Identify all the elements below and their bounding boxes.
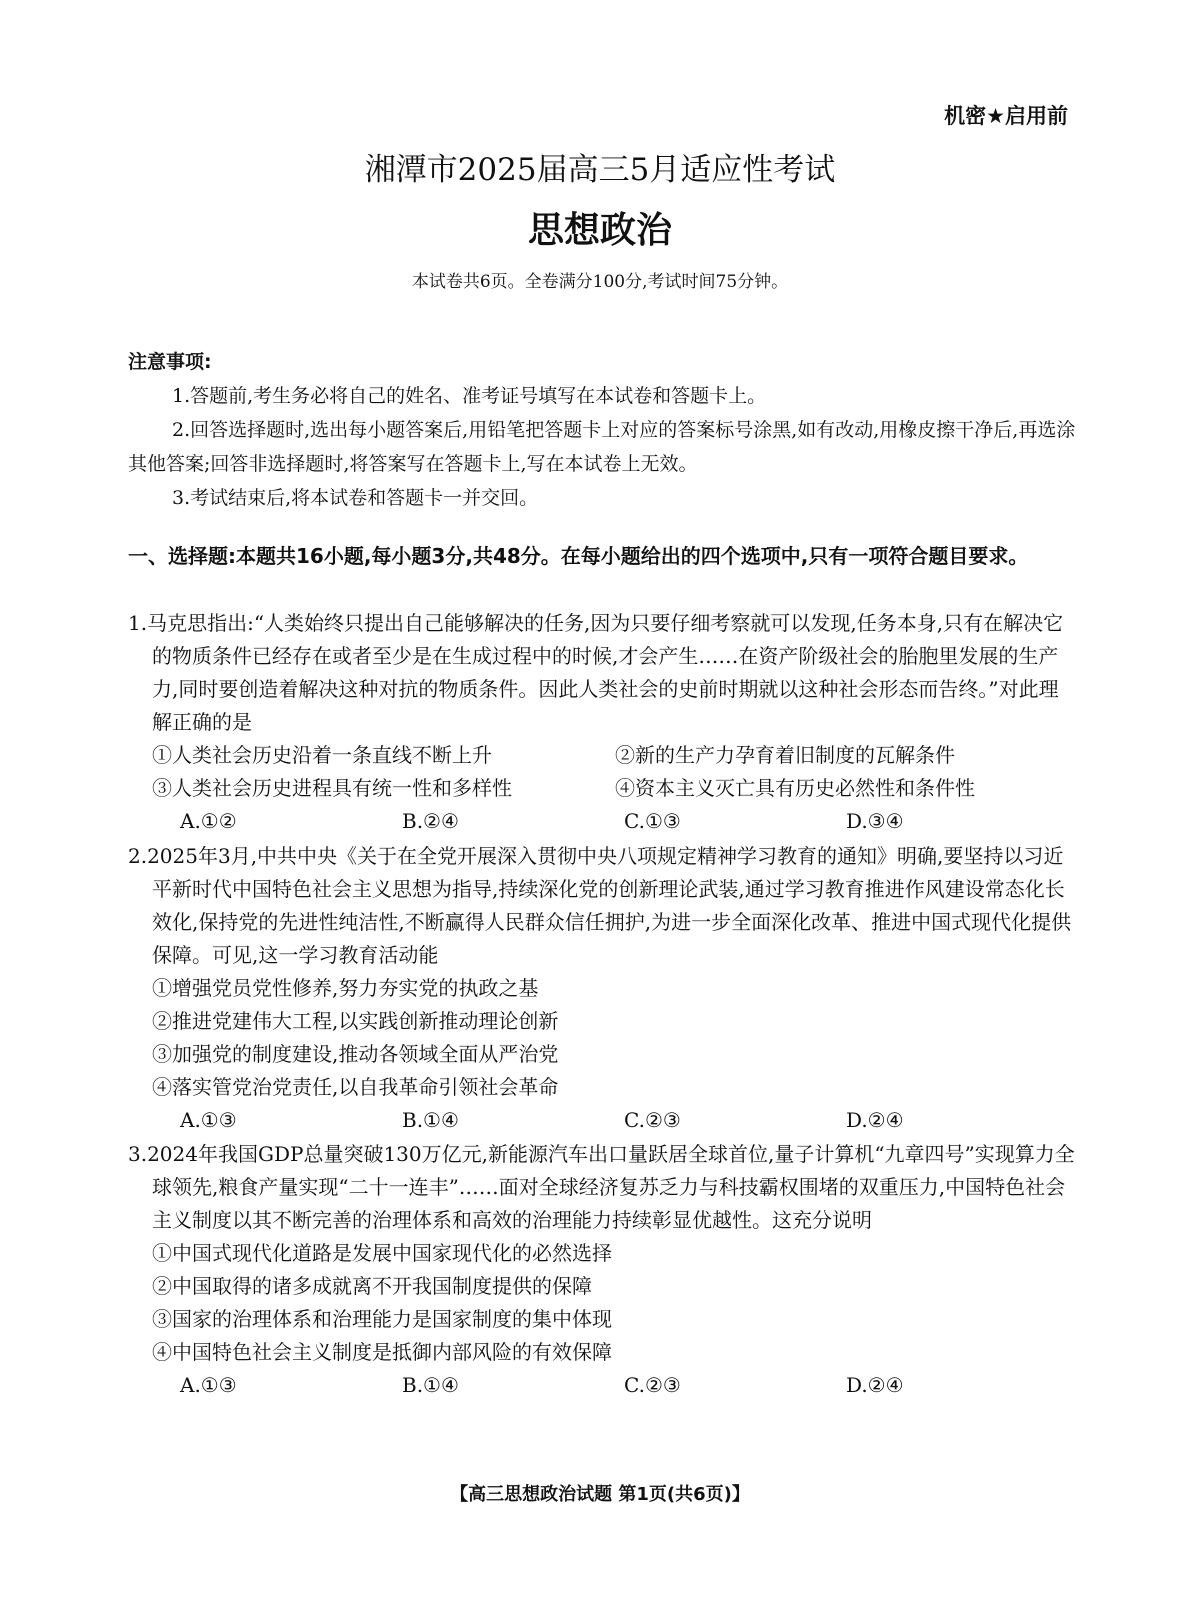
answer-choices (128, 805, 1078, 838)
choice-c: C.②③ (624, 1108, 681, 1132)
note-item: 3.考试结束后,将本试卷和答题卡一并交回。 (172, 487, 539, 509)
statement-item: ④落实管党治党责任,以自我革命引领社会革命 (152, 1075, 559, 1099)
choice-d: D.③④ (846, 809, 904, 833)
choice-c: C.②③ (624, 1373, 681, 1397)
note-item: 2.回答选择题时,选出每小题答案后,用铅笔把答题卡上对应的答案标号涂黑,如有改动,用橡皮擦干净后,再选涂其他答案;回答非选择题时,将答案写在答题卡上,写在本试卷上无效。 (128, 419, 1076, 475)
choice-b: B.①④ (402, 1108, 459, 1132)
statement-item: ②推进党建伟大工程,以实践创新推动理论创新 (152, 1009, 559, 1033)
choice-c: C.①③ (624, 809, 681, 833)
notes-heading: 注意事项: (128, 351, 212, 373)
statement-item: ④资本主义灭亡具有历史必然性和条件性 (615, 776, 975, 800)
choice-b: B.①④ (402, 1373, 459, 1397)
subject-title: 思想政治 (527, 210, 672, 251)
exam-title: 湘潭市2025届高三5月适应性考试 (364, 152, 836, 188)
choice-d: D.②④ (846, 1373, 904, 1397)
statement-row (128, 772, 1078, 805)
question-stem: 3.2024年我国GDP总量突破130万亿元,新能源汽车出口量跃居全球首位,量子计算机“九章四号”实现算力全球领先,粮食产量实现“二十一连丰”……面对全球经济复苏乏力与科技霸权围堵的双重压力,中国特色社会主义制度以其不断完善的治理体系和高效的治理能力持续彰显优越性。这充分说明 (128, 1142, 1075, 1232)
statement-item: ②新的生产力孕育着旧制度的瓦解条件 (615, 743, 955, 767)
answer-choices (128, 1104, 1078, 1137)
answer-choices (128, 1369, 1078, 1402)
choice-a: A.①③ (180, 1373, 237, 1397)
choice-b: B.②④ (402, 809, 459, 833)
question-2 (128, 840, 1078, 1137)
choice-a: A.①② (180, 809, 237, 833)
choice-a: A.①③ (180, 1108, 237, 1132)
statement-item: ①人类社会历史沿着一条直线不断上升 (152, 743, 492, 767)
note-item: 1.答题前,考生务必将自己的姓名、准考证号填写在本试卷和答题卡上。 (172, 385, 767, 407)
question-1 (128, 607, 1078, 838)
statement-row (128, 739, 1078, 772)
paper-info: 本试卷共6页。全卷满分100分,考试时间75分钟。 (411, 272, 789, 292)
question-stem: 1.马克思指出:“人类始终只提出自己能够解决的任务,因为只要仔细考察就可以发现,任务本身,只有在解决它的物质条件已经存在或者至少是在生成过程中的时候,才会产生……在资产阶级社会的胎胞里发展的生产力,同时要创造着解决这种对抗的物质条件。因此人类社会的史前时期就以这种社会形态而告终。”对此理解正确的是 (128, 611, 1064, 734)
choice-d: D.②④ (846, 1108, 904, 1132)
statement-item: ①增强党员党性修养,努力夯实党的执政之基 (152, 976, 539, 1000)
section-heading: 一、选择题:本题共16小题,每小题3分,共48分。在每小题给出的四个选项中,只有一项符合题目要求。 (128, 544, 1029, 568)
statement-item: ③加强党的制度建设,推动各领域全面从严治党 (152, 1042, 559, 1066)
confidential-mark: 机密★启用前 (944, 104, 1068, 128)
statement-item: ③国家的治理体系和治理能力是国家制度的集中体现 (152, 1307, 612, 1331)
notes-block (128, 345, 1078, 515)
statement-item: ③人类社会历史进程具有统一性和多样性 (152, 776, 512, 800)
statement-item: ④中国特色社会主义制度是抵御内部风险的有效保障 (152, 1340, 612, 1364)
statement-item: ②中国取得的诸多成就离不开我国制度提供的保障 (152, 1274, 592, 1298)
question-stem: 2.2025年3月,中共中央《关于在全党开展深入贯彻中央八项规定精神学习教育的通知》明确,要坚持以习近平新时代中国特色社会主义思想为指导,持续深化党的创新理论武装,通过学习教育推进作风建设常态化长效化,保持党的先进性纯洁性,不断赢得人民群众信任拥护,为进一步全面深化改革、推进中国式现代化提供保障。可见,这一学习教育活动能 (128, 844, 1072, 967)
question-3 (128, 1138, 1078, 1402)
page-footer: 【高三思想政治试题 第1页(共6页)】 (450, 1484, 750, 1505)
statement-item: ①中国式现代化道路是发展中国家现代化的必然选择 (152, 1241, 612, 1265)
